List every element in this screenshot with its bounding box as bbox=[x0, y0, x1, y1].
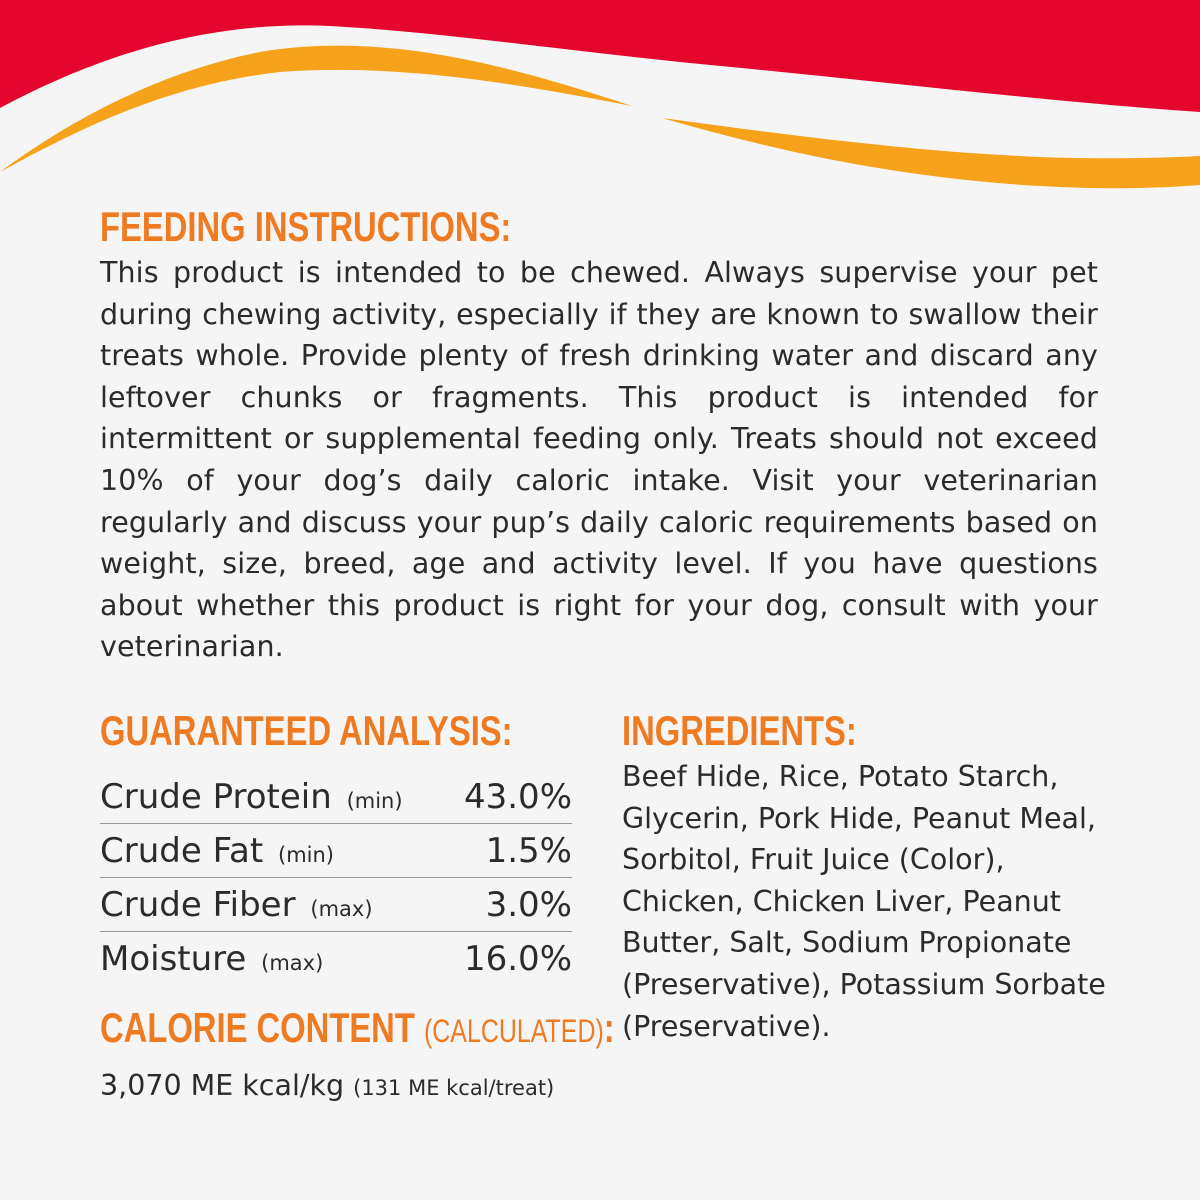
analysis-row-crude-protein bbox=[100, 770, 572, 824]
analysis-label bbox=[100, 831, 334, 871]
analysis-label bbox=[100, 777, 403, 817]
analysis-label bbox=[100, 939, 323, 979]
nutrient-value: 43.0% bbox=[463, 776, 572, 817]
nutrient-name: Crude Fat bbox=[100, 830, 264, 871]
orange-wave-right bbox=[662, 118, 1200, 188]
analysis-row-crude-fiber bbox=[100, 878, 572, 932]
red-wave bbox=[0, 0, 1200, 112]
nutrient-qualifier: (max) bbox=[310, 896, 373, 921]
calorie-per-treat: (131 ME kcal/treat) bbox=[353, 1076, 555, 1100]
feeding-instructions-text: This product is intended to be chewed. Always supervise your pet during chewing activity, especially if they are known to swallow their treats whole. Provide plenty of fresh drinking water and discard any leftover chunks or fragments. This product is intended for intermittent or supplemental feeding only. Treats should not exceed 10% of your dog’s daily caloric intake. Visit your veterinarian regularly and discuss your pup’s daily caloric requirements based on weight, size, breed, age and activity level. If you have questions about whether this product is right for your dog, consult with your veterinarian. bbox=[100, 256, 1098, 664]
nutrient-value: 3.0% bbox=[485, 884, 572, 925]
calorie-content-heading bbox=[100, 1003, 615, 1056]
calorie-heading-colon: : bbox=[603, 1004, 615, 1051]
analysis-row-crude-fat bbox=[100, 824, 572, 878]
decorative-wave-banner bbox=[0, 0, 1200, 200]
nutrient-qualifier: (min) bbox=[278, 842, 334, 867]
calorie-per-kg: 3,070 ME kcal/kg bbox=[100, 1069, 345, 1102]
calorie-heading-text: CALORIE CONTENT bbox=[100, 1004, 415, 1051]
analysis-label bbox=[100, 885, 373, 925]
ingredients-list: Beef Hide, Rice, Potato Starch, Glycerin, Pork Hide, Peanut Meal, Sorbitol, Fruit Juice (Color), Chicken, Chicken Liver, Peanut Butter, Salt, Sodium Propionate (Preservative), Potassium Sorbate (Preservative). bbox=[622, 760, 1106, 1043]
calorie-content-value bbox=[100, 1066, 554, 1108]
nutrient-name: Crude Fiber bbox=[100, 884, 296, 925]
nutrient-name: Moisture bbox=[100, 939, 247, 979]
nutrient-value: 16.0% bbox=[463, 939, 572, 979]
feeding-instructions-heading: FEEDING INSTRUCTIONS: bbox=[100, 203, 512, 250]
nutrient-qualifier: (min) bbox=[346, 788, 403, 813]
nutrient-qualifier: (max) bbox=[261, 951, 324, 975]
nutrient-value: 1.5% bbox=[485, 830, 572, 871]
nutrient-name: Crude Protein bbox=[100, 776, 332, 817]
calorie-subheading: (CALCULATED) bbox=[423, 1013, 604, 1049]
guaranteed-analysis-table bbox=[100, 770, 572, 986]
analysis-row-moisture bbox=[100, 932, 572, 986]
ingredients-heading: INGREDIENTS: bbox=[622, 707, 857, 754]
guaranteed-analysis-heading: GUARANTEED ANALYSIS: bbox=[100, 707, 513, 754]
